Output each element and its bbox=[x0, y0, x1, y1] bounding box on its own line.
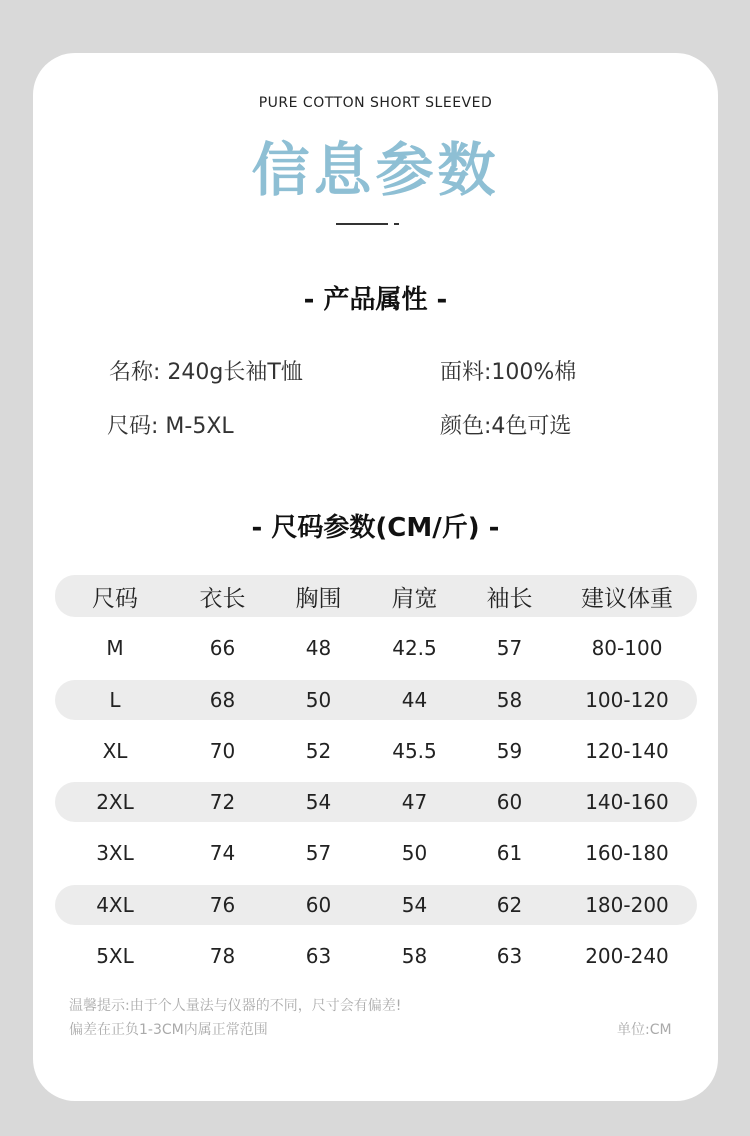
table-cell: 57 bbox=[305, 841, 332, 866]
table-cell: 160-180 bbox=[585, 841, 669, 866]
title-divider-dot bbox=[394, 223, 399, 225]
table-cell: L bbox=[109, 687, 121, 712]
table-cell: 61 bbox=[496, 841, 523, 866]
attr-size: 尺码: M-5XL bbox=[107, 414, 234, 439]
unit-label: 单位:CM bbox=[617, 1022, 672, 1038]
table-cell: 68 bbox=[209, 687, 236, 712]
table-cell: 78 bbox=[209, 944, 236, 969]
table-cell: 52 bbox=[305, 738, 332, 763]
table-row bbox=[55, 782, 697, 822]
column-header: 建议体重 bbox=[581, 585, 673, 612]
column-header: 衣长 bbox=[199, 585, 246, 612]
attr-color: 颜色:4色可选 bbox=[440, 414, 572, 439]
table-cell: 58 bbox=[496, 687, 523, 712]
table-cell: 63 bbox=[496, 944, 523, 969]
column-header: 肩宽 bbox=[391, 585, 438, 612]
title-divider bbox=[336, 223, 388, 225]
attr-fabric: 面料:100%棉 bbox=[440, 360, 577, 385]
table-cell: 62 bbox=[496, 892, 523, 917]
table-cell: 58 bbox=[401, 944, 428, 969]
table-cell: 48 bbox=[305, 636, 332, 661]
measurement-notice: 温馨提示:由于个人量法与仪器的不同，尺寸会有偏差! bbox=[69, 998, 402, 1014]
table-cell: 3XL bbox=[96, 841, 134, 866]
table-cell: 63 bbox=[305, 944, 332, 969]
table-row bbox=[55, 885, 697, 925]
tolerance-notice: 偏差在正负1-3CM内属正常范围 bbox=[69, 1022, 268, 1038]
table-cell: 66 bbox=[209, 636, 236, 661]
table-cell: 5XL bbox=[96, 944, 134, 969]
table-cell: 72 bbox=[209, 790, 236, 815]
table-cell: 45.5 bbox=[392, 738, 437, 763]
table-cell: 59 bbox=[496, 738, 523, 763]
eyebrow-text: PURE COTTON SHORT SLEEVED bbox=[258, 95, 493, 111]
table-cell: XL bbox=[102, 738, 128, 763]
table-cell: 42.5 bbox=[392, 636, 437, 661]
table-cell: 74 bbox=[209, 841, 236, 866]
table-cell: 54 bbox=[305, 790, 332, 815]
table-header-row bbox=[55, 575, 697, 617]
table-cell: 60 bbox=[496, 790, 523, 815]
table-row bbox=[55, 936, 697, 976]
attr-name: 名称: 240g长袖T恤 bbox=[109, 360, 303, 385]
table-row bbox=[55, 731, 697, 771]
table-row bbox=[55, 628, 697, 668]
table-cell: 50 bbox=[305, 687, 332, 712]
size-chart-heading: - 尺码参数(CM/斤) - bbox=[251, 513, 500, 543]
column-header: 尺码 bbox=[92, 585, 138, 612]
table-cell: 57 bbox=[496, 636, 523, 661]
table-row bbox=[55, 833, 697, 873]
table-cell: 76 bbox=[209, 892, 236, 917]
page-title: 信息参数 bbox=[251, 136, 500, 204]
table-cell: 4XL bbox=[96, 892, 134, 917]
table-cell: 70 bbox=[209, 738, 236, 763]
table-cell: 60 bbox=[305, 892, 332, 917]
table-cell: 200-240 bbox=[585, 944, 669, 969]
table-cell: 44 bbox=[401, 687, 428, 712]
table-cell: 120-140 bbox=[585, 738, 669, 763]
info-card bbox=[33, 53, 718, 1101]
column-header: 袖长 bbox=[486, 585, 533, 612]
column-header: 胸围 bbox=[295, 585, 342, 612]
table-cell: 180-200 bbox=[585, 892, 669, 917]
table-cell: M bbox=[106, 636, 124, 661]
table-cell: 100-120 bbox=[585, 687, 669, 712]
attributes-heading: - 产品属性 - bbox=[303, 285, 448, 315]
size-table bbox=[55, 575, 697, 987]
table-cell: 80-100 bbox=[591, 636, 663, 661]
table-row bbox=[55, 680, 697, 720]
table-cell: 2XL bbox=[96, 790, 134, 815]
table-cell: 140-160 bbox=[585, 790, 669, 815]
table-cell: 54 bbox=[401, 892, 428, 917]
table-cell: 50 bbox=[401, 841, 428, 866]
table-cell: 47 bbox=[401, 790, 428, 815]
